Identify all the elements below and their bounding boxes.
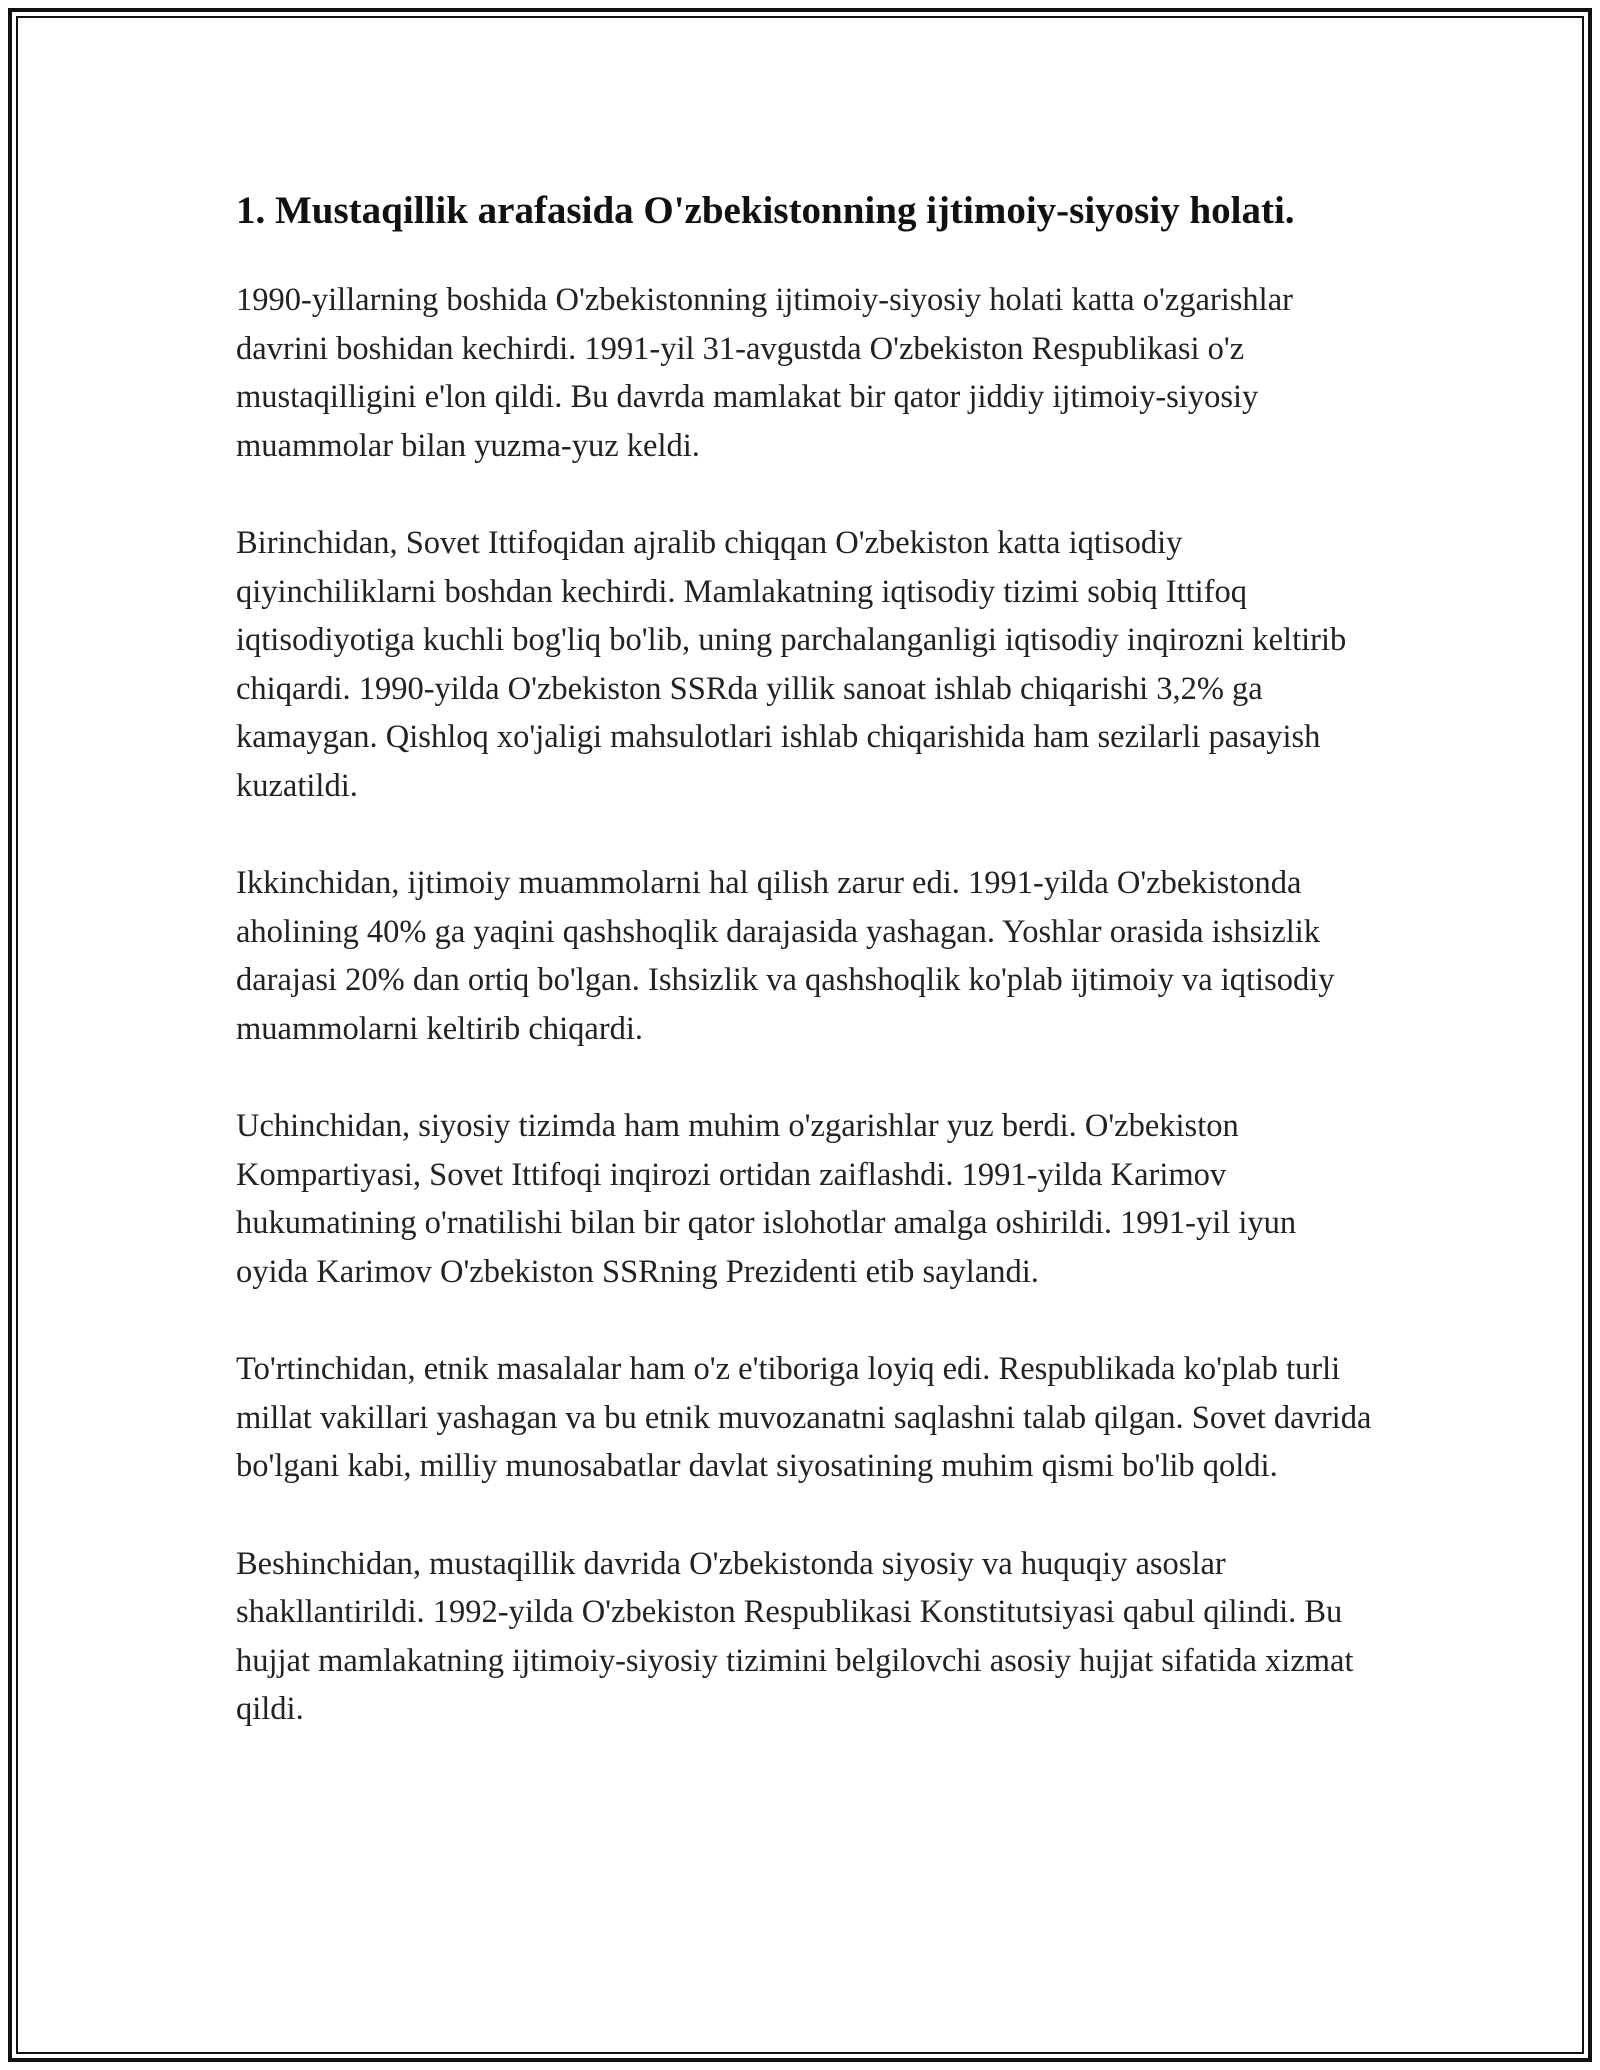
paragraph-first: Birinchidan, Sovet Ittifoqidan ajralib chiqqan O'zbekiston katta iqtisodiy qiyinchiliklarni boshdan kechirdi. Mamlakatning iqtisodiy tizimi sobiq Ittifoq iqtisodiyotiga kuchli bog'liq bo'lib, uning parchalanganligi iqtisodiy inqirozni keltirib chiqardi. 1990-yilda O'zbekiston SSRda yillik sanoat ishlab chiqarishi 3,2% ga kamaygan. Qishloq xo'jaligi mahsulotlari ishlab chiqarishida ham sezilarli pasayish kuzatildi. [236,525,1347,804]
paragraph-third: Uchinchidan, siyosiy tizimda ham muhim o'zgarishlar yuz berdi. O'zbekiston Kompartiyasi, Sovet Ittifoqi inqirozi ortidan zaiflashdi. 1991-yilda Karimov hukumatining o'rnatilishi bilan bir qator islohotlar amalga oshirildi. 1991-yil iyun oyida Karimov O'zbekiston SSRning Prezidenti etib saylandi. [236,1108,1297,1290]
paragraph-fourth: To'rtinchidan, etnik masalalar ham o'z e'tiboriga loyiq edi. Respublikada ko'plab turli millat vakillari yashagan va bu etnik muvozanatni saqlashni talab qilgan. Sovet davrida bo'lgani kabi, milliy munosabatlar davlat siyosatining muhim qismi bo'lib qoldi. [236,1351,1372,1484]
document-title: 1. Mustaqillik arafasida O'zbekistonning ijtimoiy-siyosiy holati. [236,189,1295,232]
paragraph-intro: 1990-yillarning boshida O'zbekistonning ijtimoiy-siyosiy holati katta o'zgarishlar davrini boshidan kechirdi. 1991-yil 31-avgustda O'zbekiston Respublikasi o'z mustaqilligini e'lon qildi. Bu davrda mamlakat bir qator jiddiy ijtimoiy-siyosiy muammolar bilan yuzma-yuz keldi. [236,282,1293,464]
paragraph-second: Ikkinchidan, ijtimoiy muammolarni hal qilish zarur edi. 1991-yilda O'zbekistonda aholining 40% ga yaqini qashshoqlik darajasida yashagan. Yoshlar orasida ishsizlik darajasi 20% dan ortiq bo'lgan. Ishsizlik va qashshoqlik ko'plab ijtimoiy va iqtisodiy muammolarni keltirib chiqardi. [236,865,1335,1047]
document-body [236,186,1376,1783]
paragraph-fifth: Beshinchidan, mustaqillik davrida O'zbekistonda siyosiy va huquqiy asoslar shakllantirildi. 1992-yilda O'zbekiston Respublikasi Konstitutsiyasi qabul qilindi. Bu hujjat mamlakatning ijtimoiy-siyosiy tizimini belgilovchi asosiy hujjat sifatida xizmat qildi. [236,1545,1354,1727]
